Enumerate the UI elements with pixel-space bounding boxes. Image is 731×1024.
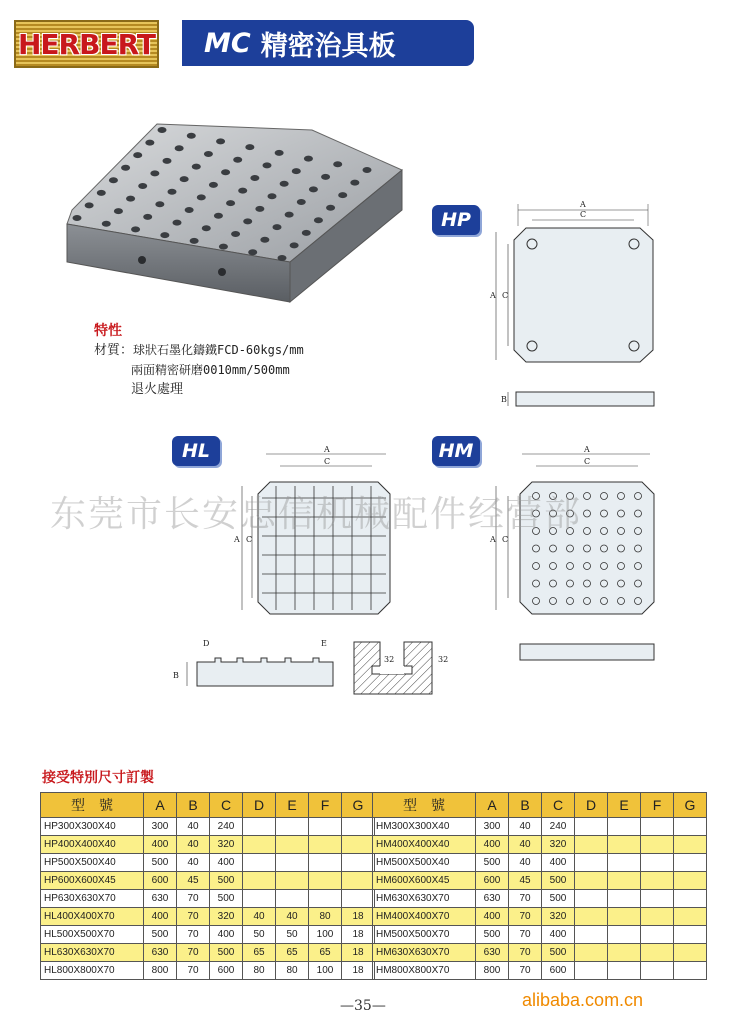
value-cell: 70 [177,926,210,944]
model-cell: HM300X300X40 [373,818,476,836]
value-cell [575,818,608,836]
value-cell [342,872,375,890]
value-cell [276,872,309,890]
value-cell [608,872,641,890]
table-row [373,908,707,926]
value-cell: 240 [542,818,575,836]
value-cell: 100 [309,962,342,980]
tslot-dim-32b: 32 [438,655,449,664]
value-cell [674,962,707,980]
table-row [373,926,707,944]
model-cell: HL400X400X70 [41,908,144,926]
custom-size-heading: 接受特別尺寸訂製 [42,770,154,786]
plate-hole [145,140,154,146]
value-cell: 45 [177,872,210,890]
tslot-dim-32a: 32 [384,655,395,664]
watermark: 东莞市长安忠信机械配件经营部 [50,494,583,535]
plate-hole [126,196,135,202]
plate-hole [175,145,184,151]
plate-hole [219,244,228,250]
model-cell: HP630X630X70 [41,890,144,908]
plate-hole [285,212,294,218]
value-cell: 40 [177,836,210,854]
hl-side-view [165,636,345,696]
plate-hole [363,167,372,173]
tslot-detail [350,628,460,700]
value-cell: 320 [210,836,243,854]
plate-hole [180,176,189,182]
plate-hole [214,213,223,219]
model-cell: HP400X400X40 [41,836,144,854]
model-cell: HP500X500X40 [41,854,144,872]
model-cell: HM500X500X70 [373,926,476,944]
column-header: A [144,793,177,818]
plate-hole [202,225,211,231]
value-cell [674,944,707,962]
plate-hole [233,157,242,163]
plate-hole [238,188,247,194]
hp-dim-a: A [580,200,586,209]
plate-hole [185,207,194,213]
material-value: 球狀石墨化鑄鐵FCD-60kgs/mm [133,343,304,357]
plate-hole [190,238,199,244]
hl-dim-c: C [324,457,331,466]
hl-dim-b: B [173,671,179,680]
value-cell [674,908,707,926]
column-header: A [476,793,509,818]
value-cell: 400 [476,836,509,854]
value-cell [243,890,276,908]
value-cell: 500 [542,890,575,908]
plate-hole [268,193,277,199]
value-cell [243,836,276,854]
value-cell: 70 [177,908,210,926]
table-row [373,836,707,854]
column-header: B [177,793,210,818]
plate-hole [273,224,282,230]
plate-hole [243,218,252,224]
model-cell: HM400X400X70 [373,908,476,926]
column-header: F [641,793,674,818]
column-header: 型 號 [41,793,144,818]
value-cell: 800 [476,962,509,980]
hl-dim-d: D [203,639,210,648]
table-row [41,854,375,872]
model-cell: HL630X630X70 [41,944,144,962]
plate-hole [114,208,123,214]
value-cell [608,908,641,926]
value-cell: 500 [476,854,509,872]
value-cell [309,818,342,836]
value-cell: 65 [276,944,309,962]
model-cell: HM800X800X70 [373,962,476,980]
value-cell [641,962,674,980]
value-cell [575,836,608,854]
plate-hole [314,217,323,223]
table-row [373,962,707,980]
column-header: B [509,793,542,818]
value-cell [575,926,608,944]
value-cell [641,926,674,944]
column-header: E [608,793,641,818]
value-cell: 600 [144,872,177,890]
plate-hole [338,192,347,198]
model-cell: HM400X400X40 [373,836,476,854]
hm-dim-a-side: A [490,535,496,544]
value-cell [608,926,641,944]
column-header: C [210,793,243,818]
value-cell: 400 [542,926,575,944]
column-header: G [674,793,707,818]
value-cell [641,854,674,872]
table-row [373,872,707,890]
hl-dim-c-side: C [246,535,253,544]
hl-dim-a-side: A [234,535,240,544]
value-cell: 70 [509,908,542,926]
tag-hm: HM [432,436,480,466]
column-header: D [575,793,608,818]
plate-hole [292,168,301,174]
value-cell: 500 [210,944,243,962]
value-cell: 70 [177,962,210,980]
value-cell [575,854,608,872]
plate-hole [333,161,342,167]
plate-hole [197,194,206,200]
plate-hole [209,182,218,188]
hp-drawing [488,196,668,416]
value-cell: 300 [476,818,509,836]
value-cell: 320 [210,908,243,926]
value-cell: 40 [509,836,542,854]
value-cell: 70 [177,944,210,962]
value-cell [608,854,641,872]
value-cell: 320 [542,908,575,926]
column-header: D [243,793,276,818]
value-cell [575,908,608,926]
plate-hole [245,144,254,150]
plate-hole [158,127,167,133]
model-cell: HM600X600X45 [373,872,476,890]
title-cn: 精密治具板 [260,30,396,62]
table-row [41,836,375,854]
value-cell: 400 [210,854,243,872]
table-row [373,890,707,908]
value-cell: 600 [542,962,575,980]
hp-dim-b: B [501,395,507,404]
plate-hole [109,177,118,183]
value-cell: 50 [243,926,276,944]
plate-hole [263,162,272,168]
value-cell [342,836,375,854]
plate-hole [102,221,111,227]
value-cell [641,908,674,926]
column-header: E [276,793,309,818]
value-cell [243,818,276,836]
value-cell: 70 [509,890,542,908]
hm-dim-c-side: C [502,535,509,544]
value-cell [641,818,674,836]
column-header: F [309,793,342,818]
plate-hole [160,232,169,238]
plate-hole [163,158,172,164]
plate-photo [62,112,412,312]
value-cell: 400 [144,836,177,854]
value-cell: 600 [210,962,243,980]
grinding-text: 兩面精密研磨0010mm/500mm [131,363,290,377]
value-cell: 320 [542,836,575,854]
model-cell: HM630X630X70 [373,944,476,962]
value-cell [575,944,608,962]
plate-hole [138,183,147,189]
value-cell [276,818,309,836]
value-cell [575,872,608,890]
value-cell: 300 [144,818,177,836]
plate-hole [304,156,313,162]
value-cell: 500 [476,926,509,944]
plate-hole [302,230,311,236]
hm-dim-a: A [584,445,590,454]
value-cell [608,818,641,836]
value-cell [276,890,309,908]
value-cell [276,836,309,854]
value-cell [674,890,707,908]
value-cell: 400 [542,854,575,872]
grinding-line [131,360,290,381]
table-row [373,854,707,872]
value-cell [674,818,707,836]
plate-hole [297,199,306,205]
value-cell: 18 [342,944,375,962]
material-line [94,340,304,361]
value-cell [641,944,674,962]
plate-hole [260,237,269,243]
value-cell [674,836,707,854]
hm-spec-table [372,792,707,980]
value-cell [608,836,641,854]
value-cell: 240 [210,818,243,836]
value-cell: 40 [177,818,210,836]
title-banner [182,20,474,66]
value-cell: 630 [144,944,177,962]
table-row [41,890,375,908]
value-cell: 70 [509,926,542,944]
plate-hole [290,242,299,248]
model-cell: HP600X600X45 [41,872,144,890]
value-cell [309,872,342,890]
value-cell: 40 [177,854,210,872]
table-header-row [373,793,707,818]
plate-hole [187,133,196,139]
page-number: —35— [340,998,386,1014]
model-cell: HM500X500X40 [373,854,476,872]
annealing-line: 退火處理 [131,382,184,397]
model-cell: HP300X300X40 [41,818,144,836]
features-heading: 特性 [94,323,122,339]
herbert-logo [14,20,159,68]
table-header-row [41,793,375,818]
value-cell: 500 [542,872,575,890]
value-cell: 600 [476,872,509,890]
value-cell [309,836,342,854]
value-cell: 500 [144,854,177,872]
value-cell [309,890,342,908]
plate-hole [143,214,152,220]
value-cell: 70 [177,890,210,908]
value-cell [243,872,276,890]
plate-hole [321,174,330,180]
plate-hole [278,255,287,261]
value-cell [641,890,674,908]
hp-hl-spec-table [40,792,375,980]
value-cell: 800 [144,962,177,980]
material-label: 材質： [94,343,134,358]
value-cell: 18 [342,962,375,980]
plate-hole [221,169,230,175]
plate-hole [192,164,201,170]
value-cell: 500 [144,926,177,944]
value-cell: 40 [509,818,542,836]
value-cell [575,962,608,980]
alibaba-watermark: alibaba.com.cn [522,990,644,1010]
value-cell: 45 [509,872,542,890]
plate-hole [133,152,142,158]
value-cell: 400 [210,926,243,944]
plate-hole [255,206,264,212]
table-row [41,818,375,836]
value-cell: 80 [243,962,276,980]
plate-hole [204,151,213,157]
title-mc: MC [204,27,251,59]
value-cell: 500 [210,890,243,908]
value-cell [641,872,674,890]
model-cell: HM630X630X70 [373,890,476,908]
model-cell: HL800X800X70 [41,962,144,980]
value-cell: 630 [476,944,509,962]
value-cell: 70 [509,962,542,980]
plate-hole [173,220,182,226]
plate-hole [250,175,259,181]
value-cell [342,854,375,872]
value-cell [342,818,375,836]
hp-dim-c-side: C [502,291,509,300]
hp-dim-a-side: A [490,291,496,300]
value-cell: 18 [342,926,375,944]
value-cell: 50 [276,926,309,944]
plate-hole [131,226,140,232]
tag-hp: HP [432,205,480,235]
value-cell [674,926,707,944]
tag-hl: HL [172,436,220,466]
plate-hole [73,215,82,221]
value-cell: 18 [342,908,375,926]
hm-drawing [488,442,668,672]
plate-hole [85,202,94,208]
value-cell: 400 [476,908,509,926]
hp-dim-c: C [580,210,587,219]
value-cell [608,890,641,908]
value-cell [243,854,276,872]
model-cell: HL500X500X70 [41,926,144,944]
plate-hole [326,205,335,211]
hl-dim-e: E [321,639,327,648]
value-cell: 500 [542,944,575,962]
value-cell: 40 [276,908,309,926]
plate-hole [97,190,106,196]
table-row [41,872,375,890]
table-row [373,818,707,836]
plate-hole [155,201,164,207]
plate-hole [275,150,284,156]
plate-hole [168,189,177,195]
value-cell [276,854,309,872]
value-cell [674,872,707,890]
value-cell: 400 [144,908,177,926]
hm-dim-c: C [584,457,591,466]
plate-hole [309,186,318,192]
value-cell: 65 [309,944,342,962]
plate-hole [248,249,257,255]
value-cell: 40 [509,854,542,872]
table-row [41,962,375,980]
hl-dim-a: A [324,445,330,454]
column-header: G [342,793,375,818]
value-cell: 500 [210,872,243,890]
value-cell: 80 [276,962,309,980]
plate-hole [231,231,240,237]
value-cell [309,854,342,872]
value-cell: 70 [509,944,542,962]
plate-hole [216,138,225,144]
plate-hole [150,170,159,176]
column-header: C [542,793,575,818]
value-cell [608,962,641,980]
plate-hole [226,200,235,206]
value-cell: 630 [476,890,509,908]
table-row [373,944,707,962]
table-row [41,926,375,944]
value-cell: 80 [309,908,342,926]
plate-hole [350,180,359,186]
logo-text: HERBERT [18,27,155,61]
value-cell: 630 [144,890,177,908]
value-cell [674,854,707,872]
plate-hole [280,181,289,187]
value-cell: 40 [243,908,276,926]
value-cell [575,890,608,908]
table-row [41,908,375,926]
column-header: 型 號 [373,793,476,818]
value-cell [342,890,375,908]
plate-hole [121,165,130,171]
table-row [41,944,375,962]
value-cell: 100 [309,926,342,944]
value-cell [641,836,674,854]
value-cell: 65 [243,944,276,962]
value-cell [608,944,641,962]
